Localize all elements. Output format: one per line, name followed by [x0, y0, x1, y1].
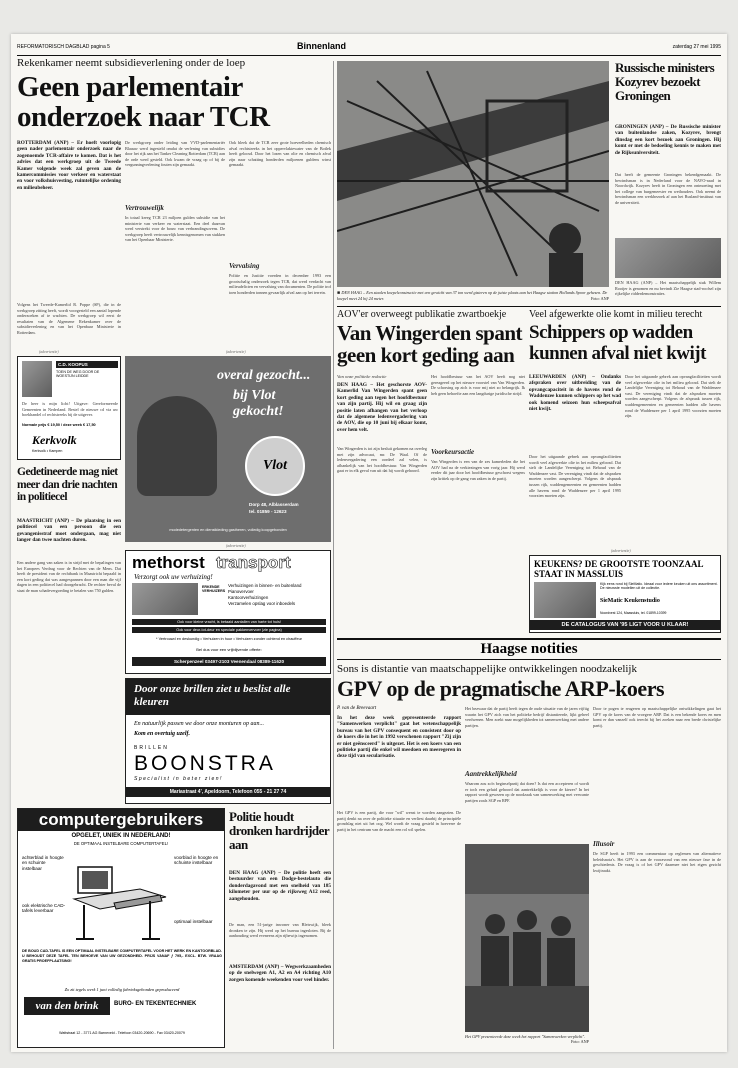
moving-truck-image	[132, 583, 198, 615]
wingerden-body-2: Het hoofdbestuur van het AOV heeft nog niet gereageerd op het nieuwe voorstel van Van Wingerden. De schorsing op zich is voor mij niet zo belangrijk. Ik heb geen behoefte aan een langdurige juridische strijd.	[431, 374, 525, 396]
methorst-services	[228, 583, 328, 607]
boonstra-line-1: En natuurlijk passen we door onze monturen op aan...	[134, 721, 264, 727]
waste-body-a: Door het uitgaande gebrek aan opvangfaciliteiten wordt veel afgewerkte olie in het milieu geloosd. Dat stelt de Landelijke Vereniging tot Behoud van de Waddenzee vast. De vereniging vindt dat de afspraken moeten worden aangescherpt. Volgens de afspraak tussen rijk, waddengemeenten en gemeenten hadden alle havens rond de Waddenzee per 1 april 1995 voorzien moeten zijn.	[529, 454, 621, 499]
computer-desk-icon	[70, 853, 170, 943]
methorst-tagline: Verzorgt ook uw verhuizing!	[134, 573, 213, 581]
kitchen-photo	[534, 582, 596, 618]
section-name: Binnenland	[297, 41, 346, 51]
vlot-headline-1: overal gezocht...	[217, 368, 311, 383]
boonstra-line-2: Kom en overtuig uzelf.	[134, 731, 191, 737]
tcr-body-3: In totaal kreeg TCR 23 miljoen gulden subsidie van het ministerie van verkeer en waterstaat. Een deel daarvan werd verstrekt voor de bouw van verbrandingsovens. De werkgroep heeft vertrouwelijk kennisgenomen van stukken van het Openbaar Ministerie.	[125, 215, 225, 243]
siematic-brand: SieMatic Keukenstudio	[600, 598, 660, 604]
ad-label-methorst: (advertentie)	[226, 544, 246, 548]
gpv-lead: In het deze week gepresenteerde rapport "Samenwerken verplicht" gaat het wetenschappelijk bureau van het GPV consequent en consistent door op de koers die in het in 1992 verschenen rapport "Zij zijn er niet geënsceerd" is uitgezet. Het is een koers van een politieke partij die enkel wil meedoen en meeregeren in deze tijd van secularisatie.	[337, 715, 461, 760]
methorst-note-4: Bel dus voor een vrijblijvende offerte:	[196, 647, 262, 652]
methorst-badge: ERKENDE VERHUIZERS	[202, 585, 226, 593]
vandenbrink-address: Wattstraat 12 - 3771 AG Barneveld - Telefoon 03420-20690 - Fax 03420-20079	[59, 1031, 185, 1035]
waste-body-b: Door het uitgaande gebrek aan opvangfaciliteiten wordt veel afgewerkte olie in het milieu geloosd. Dat stelt de Landelijke Vereniging tot Behoud van de Waddenzee vast. De vereniging vindt dat de afspraken moeten worden aangescherpt. Volgens de afspraak tussen rijk, waddengemeenten en gemeenten hadden alle havens rond de Waddenzee per 1 april 1995 voorzien moeten zijn.	[625, 374, 721, 419]
kerkvolk-brand: Kerkvolk	[32, 433, 77, 447]
gpv-body-5: De SGP heeft in 1993 een commentaar op reglemen van alternatieve beleidsnota's. Het GPV is aan de vooravond van een nieuwe fase in de geschiedenis. De vraag is of het GPV daarmee niet het eigen gezicht kwijtraakt.	[593, 851, 721, 873]
vlot-phone: tel. 01859 - 12623	[249, 509, 287, 514]
methorst-note-2: Ook voor deur-tot-deur en speciale pakkenvervoer (zie pagina)	[132, 627, 326, 633]
methorst-ad[interactable]	[125, 550, 331, 674]
vandenbrink-logo: van den brink	[24, 997, 110, 1015]
gpv-body-1: Het GPV is een partij, die voor "wil" wenst te worden aangezien. De partij denkt na over de politieke situatie en verliest daarbij de principiële grondslag niet uit het oog. Wel wordt de vraag gesteld in hoeverre de partij in het centrum van de macht een rol wil spelen.	[337, 810, 461, 832]
gpv-sub-aantrekkelijkheid: Aantrekkelijkheid	[465, 770, 517, 778]
methorst-service-1: Verhuizingen in binnen- en buitenland	[228, 583, 302, 588]
waste-kicker: Veel afgewerkte olie komt in milieu terecht	[529, 309, 703, 320]
politiecel-lead: MAASTRICHT (ANP) – De plaatsing in een politiecel van een persoon die een gevangenisstraf moet ondergaan, mag niet langer dan twee nachten duren.	[17, 518, 121, 544]
ad-label-vlot: (advertentie)	[226, 350, 246, 354]
hardrijder-headline: Politie houdt dronken hardrijder aan	[229, 809, 329, 852]
tcr-lead: ROTTERDAM (ANP) – Er hoeft voorlopig geen nader parlementair onderzoek naar de zogenoemde TCR-affaire te komen. Dat is het advies dat een werkgroep uit de Tweede Kamer volgende week zal geven aan de kamercommissies voor verkeer en waterstaat en voor volkshuisvesting, ruimtelijke ordening en milieubeheer.	[17, 140, 121, 191]
vlot-headline-2: bij Vlot gekocht!	[233, 388, 284, 419]
boonstra-sub: Specialist in beter zien!	[134, 776, 223, 782]
keukens-headline: KEUKENS? DE GROOTSTE TOONZAAL STAAT IN MASSLUIS	[534, 559, 703, 579]
kerkvolk-subtitle: TOEN DE WEG DOOR DE WOESTIJN LEIDDE	[56, 370, 100, 379]
wingerden-byline: Van onze politieke redactie	[337, 374, 387, 379]
haagse-banner: Haagse notities	[480, 641, 578, 657]
wingerden-body-1: Van Wingerden is tot zijn besluit gekomen na overleg met zijn advocaat, mr. De Waal. Of de ledenvergadering een oordeel zal velen, is afhankelijk van het hoofdbestuur. Van Wingerden gaat er in elk geval van uit dat hij wordt gehoord.	[337, 446, 427, 474]
caption-bullet-icon: ■	[337, 290, 342, 296]
keukens-footer: DE CATALOGUS VAN '95 LIGT VOOR U KLAAR!	[530, 620, 720, 630]
methorst-service-2: Pianovervoer	[228, 589, 254, 594]
kerkvolk-address: Kerkvolk • Kampen	[32, 449, 63, 453]
computer-headline: computergebruikers	[18, 809, 224, 831]
boonstra-ad[interactable]	[125, 678, 331, 804]
computer-sub-1: OPGELET, UNIEK IN NEDERLAND!	[71, 833, 171, 839]
methorst-brand: methorst	[132, 553, 205, 572]
kozyrev-headline: Russische ministers Kozyrev bezoekt Groningen	[615, 60, 715, 103]
mid-rule	[337, 306, 721, 307]
gpv-byline: P. van de Breevaart	[337, 706, 377, 711]
gpv-photo-caption	[465, 1034, 589, 1048]
issue-date: zaterdag 27 mei 1995	[672, 44, 721, 50]
station-dome-caption	[337, 290, 609, 302]
wingerden-headline: Van Wingerden spant geen kort geding aan	[337, 321, 523, 367]
hardrijder-body: De man, een 51-jarige inwoner van Bleiswijk, bleek dronken te zijn. Hij werd op het bureau ingesloten. Bij de aanhouding werd eveneens zijn rijbewijs ingenomen.	[229, 922, 331, 939]
kerkvolk-price: Normale prijs € 19,50 / deze week € 17,50	[22, 423, 96, 427]
gpv-body-2: Het bezwaar dat de partij heeft tegen de oude situatie van de jaren vijftig waarin het GPV zich van het politieke bedrijf distantieerde, lijkt geheel verdwenen. Men zoekt naar mogelijkheden tot samenwerking met andere partijen.	[465, 706, 589, 728]
waste-lead: LEEUWARDEN (ANP) – Ondanks afspraken over uitbreiding van de opvangcapaciteit in de havens rond de Waddenzee kunnen schippers op het wad ook komend seizoen hun scheepsafval niet kwijt.	[529, 374, 621, 413]
tcr-headline: Geen parlementair onderzoek naar TCR	[17, 71, 270, 133]
boonstra-address: Mariastraat 4', Apeldoorn, Telefoon 055 - 21 27 74	[126, 787, 330, 797]
methorst-note-1: Ook voor kleine vracht, is betaald aantallen van harte tot huis!	[132, 619, 326, 625]
gpv-body-3: Waarom zou zo'n beginselpartij dat doen? Is dat een accepteren of wordt er toch een geluid gehoord dat aantrekkelijk is voor de kiezer? In het rapport wordt gewezen op de noodzaak van samenwerking met verwante partijen zoals SGP en RPF.	[465, 781, 589, 803]
meeting-illustration	[465, 844, 589, 1032]
politiecel-headline: Gedetineerde mag niet meer dan drie nachten in politiecel	[17, 466, 118, 503]
politiecel-body: Een andere gang van zaken is in strijd met de bepalingen van het Europees Verdrag voor de Rechten van de Mens. Dat heeft de president van de rechtbank in Maastricht bepaald in een kort geding dat was aangespannen door een man die vijf dagen in een politiecel had doorgebracht. De rechter beval de staat de man schadevergoeding te betalen van 750 gulden.	[17, 560, 121, 593]
tcr-kicker: Rekenkamer neemt subsidieverlening onder de loep	[17, 57, 246, 69]
computer-label-right-2: optimaal instelbaar	[174, 919, 213, 924]
haagse-bottom-rule	[337, 659, 721, 660]
methorst-note-3: * Vertrouwd en deskundig • Verhuizen in huur • Verhuizen zonder ochtend en chauffeur	[156, 637, 302, 641]
ad-label-kerkvolk: (advertentie)	[39, 350, 59, 354]
methorst-service-3: Kantoorverhuizingen	[228, 595, 269, 600]
wingerden-sub: Voorkeursactie	[431, 448, 475, 456]
vlot-model-photo	[137, 396, 217, 496]
masthead-rule	[17, 55, 721, 56]
computer-label-left-2: ook elektrische CAD-tafels leverbaar	[22, 903, 66, 914]
gpv-body-4: Door te pogen te reageren op maatschappelijke ontwikkelingen gaat het GPV op de koers van de vroegere ARP. Dat is een bekende koers en men komt er dan vanzelf ook terecht bij het zoeken naar een brede christelijke partij.	[593, 706, 721, 728]
computer-desk-illustration	[70, 853, 170, 943]
boonstra-brand: BOONSTRA	[134, 752, 276, 775]
wingerden-kicker: AOV'er overweegt publikatie zwartboekje	[337, 309, 507, 320]
siematic-address: Noordvest 124, Maassluis, tel. 01899-10399	[600, 611, 667, 615]
kozyrev-body: Dat heeft de gemeente Groningen bekendgemaakt. De bewindsman is in Nederland voor de NAVO-raad in Noordwijk. Kozyrev heeft in Groningen een ontmoeting met het college van burgemeester en wethouders. Ook neemt de bewindsman een werkbezoek af aan het Rusland-instituut van de universiteit.	[615, 172, 721, 205]
column-rule-1	[333, 61, 334, 1049]
keukens-body: Kijk eens rond bij SieMatic. Ideaal voor iedere keuken uit ons assortiment. De nieuwste modellen uit de collectie.	[600, 582, 718, 591]
masthead	[17, 41, 721, 55]
station-dome-credit: Foto: ANP	[590, 296, 609, 302]
tcr-sub-vervalsing: Vervalsing	[229, 262, 260, 270]
cd-cover-image	[22, 361, 52, 397]
gpv-photo-caption-text: Het GPV presenteerde deze week het rapport "Samenwerken verplicht".	[465, 1034, 586, 1039]
waste-headline: Schippers op wadden kunnen afval niet kwijt	[529, 322, 706, 364]
computer-label-right-1: voorblad in hoogte en schuinte instelbaar	[174, 855, 219, 866]
keukens-ad[interactable]	[529, 555, 721, 633]
tcr-body-4: Ook bleek dat de TCR zeer grote hoeveelheden chemisch afval rechtstreeks in het oppervlaktewater van de Botlek heeft geloosd. Door het lozen van olie en chemisch afval zijn naar schatting honderden miljoenen guldens winst gemaakt.	[229, 140, 331, 168]
tcr-body-2: De werkgroep onder leiding van VVD-parlementariër Blaauw werd ingesteld omdat de verlening van subsidies door het rijk aan het Tanker Cleaning Rotterdam (TCR) aan de orde werd gesteld. Ook kwam de vraag op of bij de vergunningverlening fouten zijn gemaakt.	[125, 140, 225, 168]
kozyrev-photo-caption: DEN HAAG (ANP) – Het maatschappelijk stuk Willem Rooijer is genomen en nu bevindt Zie Haagse stad-roofsel zijn rijkelijke ridderdemonstraties.	[615, 280, 721, 297]
wingerden-body-3: Van Wingerden is een van de zes kamerleden die het AOV had na de verkiezingen van vorig jaar. Hij werd eerder dit jaar door het hoofdbestuur geschorst wegens zijn kritiek op de gang van zaken in de partij.	[431, 459, 525, 481]
vlot-ad[interactable]	[125, 356, 331, 542]
paper-name: REFORMATORISCH DAGBLAD pagina 5	[17, 44, 110, 50]
gpv-headline: GPV op de pragmatische ARP-koers	[337, 676, 665, 701]
methorst-service-4: Verzamelen opslag voor inboedels	[228, 601, 296, 606]
tcr-body-5: Politie en Justitie voerden in december 1993 een grootschalig onderzoek tegen TCR, dat werd verdacht van milieudelicten en vervalsing van documenten. De politie trof toen honderden tonnen gevaarlijk afval aan op het terrein.	[229, 273, 331, 295]
tcr-sub-vertrouwelijk: Vertrouwelijk	[125, 204, 164, 212]
station-dome-illustration	[337, 61, 609, 287]
vlot-address: Dorp 48, Alblasserdam	[249, 502, 299, 507]
gpv-sub-illusoir: Illusoir	[593, 840, 615, 848]
computer-body: DE BOUD CAD-TAFEL IS EEN OPTIMAAL INSTELBARE COMPUTERTAFEL VOOR HET WERK EN KANTOORBLAD. U BEHOUDT DEZE TAFEL TEN BEHOEVE VAN UW GEZONDHEID. PRIJS VANAF ƒ 795,- EXCL. BTW. VRAAG GRATIS PROEFPLAATSING!	[22, 949, 222, 963]
station-dome-photo	[337, 61, 609, 287]
boonstra-pre: BRILLEN	[134, 745, 169, 751]
gpv-photo-credit: Foto: ANP	[570, 1039, 589, 1045]
methorst-brand-transport: transport	[216, 553, 291, 572]
computer-desk-ad[interactable]	[17, 808, 225, 1048]
gpv-meeting-photo	[465, 844, 589, 1032]
vlot-footer: modedetergenten en dienstkleding gastheren, volledig koopgebonden	[169, 528, 287, 532]
computer-label-left-1: achterblad in hoogte en schuinte instelbaar	[22, 855, 64, 871]
vlot-logo: Vlot	[245, 436, 305, 496]
kozyrev-small-photo	[615, 238, 721, 278]
vandenbrink-dept: BURO- EN TEKENTECHNIEK	[114, 1001, 197, 1007]
wingerden-lead: DEN HAAG – Het geschorste AOV-Kamerlid Van Wingerden spant geen kort geding aan tegen het hoofdbestuur van zijn partij. Hij wil en graag zijn positie laten afhangen van het verloop dat de algemene ledenvergadering van de AOV, die op 10 juni bij elkaar komt, over hem velt.	[337, 382, 427, 433]
tcr-body-1: Volgens het Tweede-Kamerlid R. Poppe (SP), die in de werkgroep zitting heeft, wordt voorgesteld een aantal lopende onderzoeken af te wachten. De werkgroep wil eerst de resultaten van de Algemene Rekenkamer over de subsidieverlening en van het Openbaar Ministerie in Rotterdam.	[17, 302, 121, 335]
computer-slogan: Zo zit tegels werk 1 juni volledig fabrieksgebonden geproduceerd	[64, 987, 180, 992]
hardrijder-lead: DEN HAAG (ANP) – De politie heeft een bestuurder van een Dodge-bestelauto die donderdagavond met een snelheid van 185 kilometer per uur op de rijksweg A12 reed, aangehouden.	[229, 870, 331, 902]
station-dome-caption-text: DEN HAAG – Een staalen koepelconstructie met een gewicht van 37 ton werd gisteren op de juiste plaats aan het Haagse station Hollands Spoor gehesen. De koepel meet 24 bij 24 meter.	[337, 290, 608, 302]
boonstra-headline: Door onze brillen ziet u beslist alle kleuren	[126, 679, 330, 715]
methorst-phone: Scherpenzeel 03497-2103 Veenendaal 08389-11620	[132, 657, 326, 666]
kerkvolk-body: De heer is mijn licht! Uitgave: Gereformeerde Gemeenten in Nederland. Bestel de nieuwe cd via uw boekhandel of rechtstreeks bij de uitgever.	[22, 401, 118, 418]
haagse-top-rule	[337, 638, 721, 640]
kozyrev-lead: GRONINGEN (ANP) – De Russische minister van buitenlandse zaken, Kozyrev, brengt dinsdag een kort bezoek aan Groningen. Hij komt er met de bedoeling kennis te maken met de Rijksuniversiteit.	[615, 124, 721, 156]
newspaper-page	[11, 34, 727, 1052]
kerkvolk-ad[interactable]	[17, 356, 121, 460]
kerkvolk-title: C.D. KOOPUS	[56, 361, 118, 368]
ad-label-keukens: (advertentie)	[611, 549, 631, 553]
wegwerk-brief: AMSTERDAM (ANP) – Wegwerkzaamheden op de snelwegen A1, A2 en A4 richting A10 zorgen komende weekenden voor veel hinder.	[229, 964, 331, 983]
gpv-kicker: Sons is distantie van maatschappelijke ontwikkelingen noodzakelijk	[337, 663, 637, 675]
computer-sub-2: DE OPTIMAAL INSTELBARE COMPUTERTAFEL!	[73, 841, 169, 846]
